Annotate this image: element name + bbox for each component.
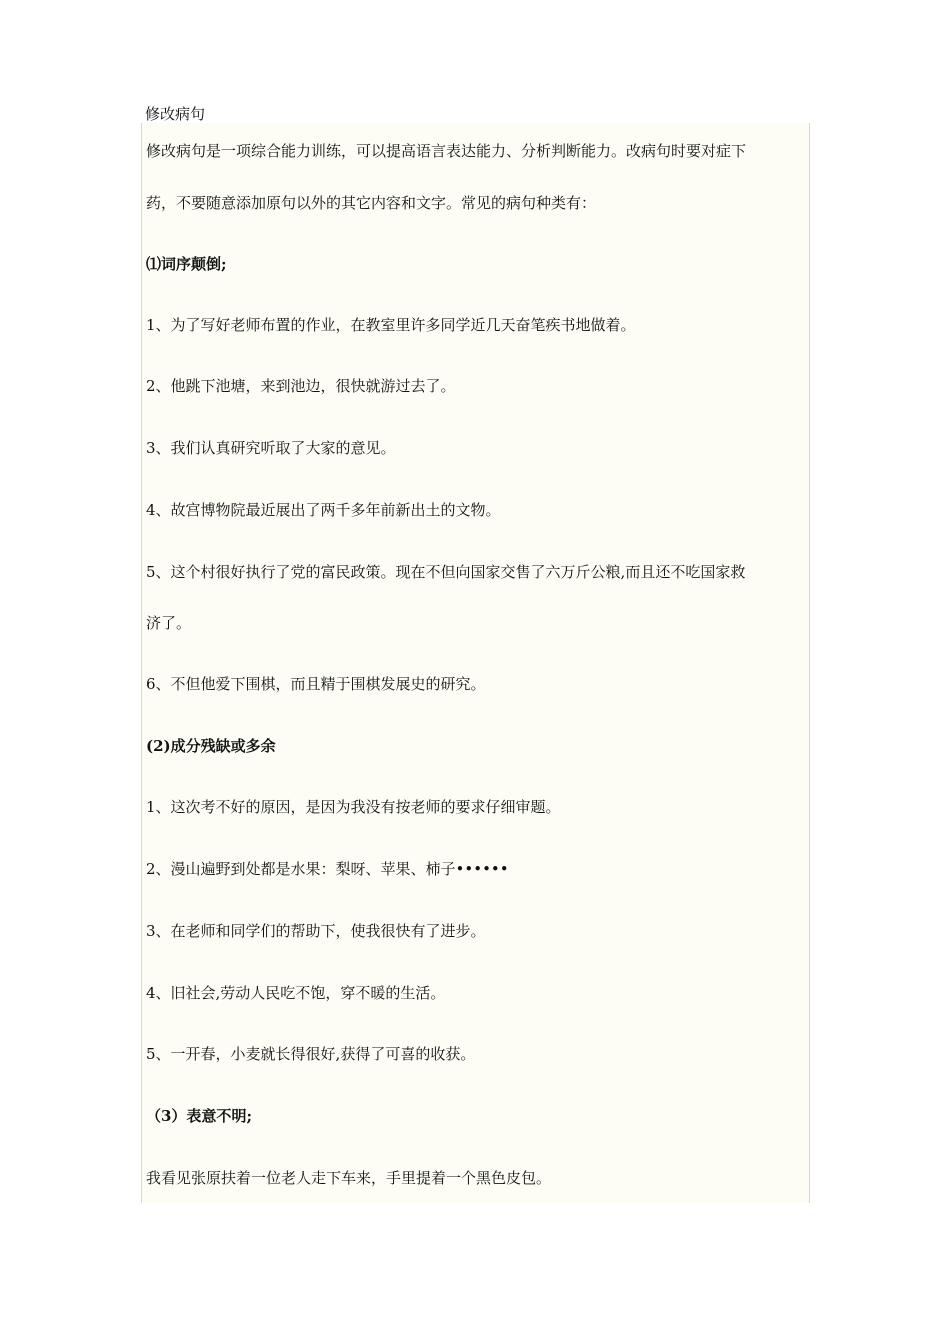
section-1-item-2: 2、他跳下池塘，来到池边，很快就游过去了。 xyxy=(146,377,456,395)
section-1-item-5: 5、这个村很好执行了党的富民政策。现在不但向国家交售了六万斤公粮,而且还不吃国家救 xyxy=(146,563,746,581)
section-1-heading: ⑴词序颠倒; xyxy=(146,255,227,273)
section-2-item-5: 5、一开春，小麦就长得很好,获得了可喜的收获。 xyxy=(146,1045,476,1063)
intro-line-1: 修改病句是一项综合能力训练，可以提高语言表达能力、分析判断能力。改病句时要对症下 xyxy=(146,142,747,160)
section-1-item-4: 4、故宫博物院最近展出了两千多年前新出土的文物。 xyxy=(146,501,501,519)
content-box xyxy=(141,123,810,1203)
section-2-item-1: 1、这次考不好的原因，是因为我没有按老师的要求仔细审题。 xyxy=(146,798,561,816)
section-1-item-6: 6、不但他爱下围棋，而且精于围棋发展史的研究。 xyxy=(146,675,486,693)
section-2-item-3: 3、在老师和同学们的帮助下，使我很快有了进步。 xyxy=(146,922,486,940)
section-2-item-4: 4、旧社会,劳动人民吃不饱，穿不暖的生活。 xyxy=(146,984,446,1002)
section-1-item-5-cont: 济了。 xyxy=(146,614,192,632)
section-2-heading: (2)成分残缺或多余 xyxy=(146,737,276,755)
section-3-heading: （3）表意不明; xyxy=(146,1107,252,1125)
intro-line-2: 药，不要随意添加原句以外的其它内容和文字。常见的病句种类有： xyxy=(146,194,597,212)
document-title: 修改病句 xyxy=(145,105,206,123)
section-1-item-3: 3、我们认真研究听取了大家的意见。 xyxy=(146,439,396,457)
section-1-item-1: 1、为了写好老师布置的作业，在教室里许多同学近几天奋笔疾书地做着。 xyxy=(146,316,636,334)
section-2-item-2: 2、漫山遍野到处都是水果：梨呀、苹果、柿子•••••• xyxy=(146,860,509,878)
section-3-item-1: 我看见张原扶着一位老人走下车来，手里提着一个黑色皮包。 xyxy=(146,1169,552,1187)
